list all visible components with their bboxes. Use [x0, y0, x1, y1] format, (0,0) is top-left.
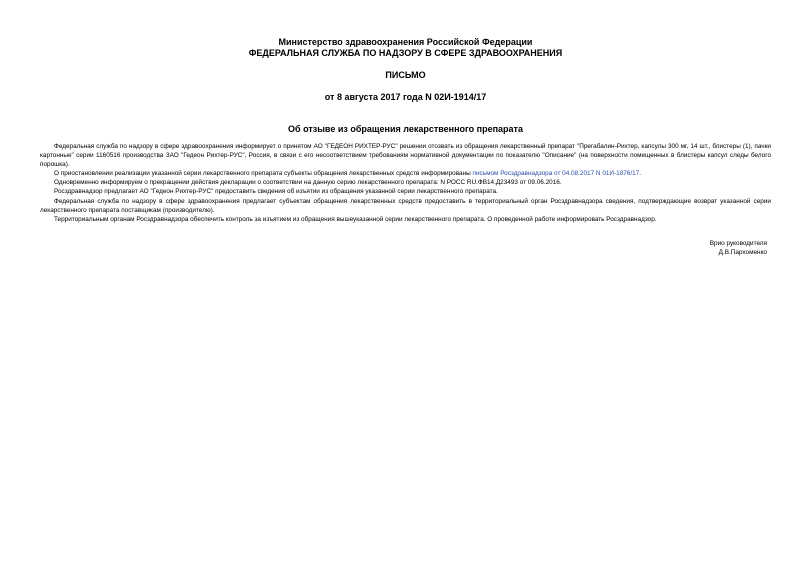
document-subject: Об отзыве из обращения лекарственного препарата: [288, 124, 523, 134]
service-name: ФЕДЕРАЛЬНАЯ СЛУЖБА ПО НАДЗОРУ В СФЕРЕ ЗДРАВООХРАНЕНИЯ: [248, 48, 563, 58]
document-body: [40, 142, 771, 224]
paragraph-1: Федеральная служба по надзору в сфере здравоохранения информирует о принятом АО "ГЕДЕОН РИХТЕР-РУС" решении отозвать из обращения лекарственный препарат "Прегабалин-Рихтер, капсулы 300 мг, 14 шт., блистеры (1), пачки картонные" серии 1160516 производства ЗАО "Гедеон Рихтер-РУС", Россия, в связи с его несоответствием требованиям нормативной документации по показателю "Описание" (на поверхности помещенных в блистеры капсул следы белого порошка).: [40, 143, 771, 169]
signature-position: Врио руководителя: [709, 240, 767, 247]
signature-name: Д.В.Пархоменко: [718, 249, 767, 256]
paragraph-2: [40, 169, 771, 178]
paragraph-3: Одновременно информируем о прекращении действия декларации о соответствии на данную серию лекарственного препарата: N РОСС RU.ФВ14.Д23493 от 09.06.2016.: [54, 179, 562, 187]
ministry-name: Министерство здравоохранения Российской Федерации: [278, 37, 533, 47]
paragraph-2-text-after: .: [639, 170, 642, 178]
paragraph-6: Территориальным органам Росздравнадзора обеспечить контроль за изъятием из обращения вышеуказанной серии лекарственного препарата. О проведенной работе информировать Росздравнадзор.: [54, 215, 657, 223]
paragraph-4: Росздравнадзор предлагает АО "Гедеон Рихтер-РУС" предоставить сведения об изъятии из обращения указанной серии лекарственного препарата.: [54, 188, 498, 196]
document-date-number: от 8 августа 2017 года N 02И-1914/17: [324, 92, 487, 102]
paragraph-5: Федеральная служба по надзору в сфере здравоохранения предлагает субъектам обращения лекарственных средств предоставить в территориальный орган Росздравнадзора сведения, подтверждающие возврат указанной серии лекарственного препарата поставщикам (производителю).: [40, 197, 771, 214]
document-type: ПИСЬМО: [385, 70, 426, 80]
reference-letter-link[interactable]: письмом Росздравнадзора от 04.08.2017 N 01И-1876/17: [472, 170, 640, 178]
paragraph-2-text-before: О приостановлении реализации указанной серии лекарственного препарата субъекты обращения лекарственных средств информированы: [54, 170, 473, 178]
